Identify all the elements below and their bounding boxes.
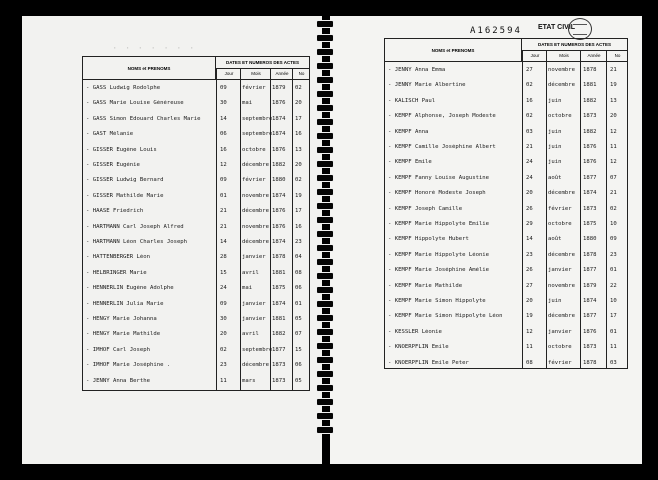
person-name: - KESSLER Léonie [388,329,520,335]
act-month: octobre [548,344,572,351]
day-header: Jour [216,68,241,79]
act-number: 09 [610,236,617,243]
act-year: 1881 [272,269,286,276]
act-year: 1882 [583,128,597,135]
names-header: NOMS et PRENOMS [385,39,522,61]
binding-ring [316,412,334,420]
person-name: - IMHOF Carl Joseph [86,347,214,353]
act-year: 1876 [272,223,286,230]
record-reference: A162594 [470,26,522,36]
act-year: 1882 [272,162,286,168]
act-month: décembre [548,190,575,197]
act-month: décembre [548,251,575,258]
act-month: août [548,174,562,181]
act-number: 21 [610,190,617,197]
act-month: janvier [242,300,266,307]
act-number: 20 [610,113,617,120]
person-name: - KEMPF Honoré Modeste Joseph [388,190,520,196]
act-day: 21 [220,208,227,215]
act-month: juin [548,298,562,304]
act-year: 1873 [272,362,286,369]
table-row [385,218,627,231]
act-number: 02 [295,85,302,91]
person-name: - KEMPF Hippolyte Hubert [388,236,520,242]
etat-civil-title: ETAT CIVIL [538,24,576,31]
act-day: 23 [526,251,533,258]
act-number: 01 [295,300,302,307]
act-year: 1876 [583,328,597,335]
act-number: 23 [295,239,302,245]
act-year: 1876 [272,208,286,215]
table-row [83,313,309,326]
table-row [83,144,309,157]
person-name: - KEMPF Anna [388,129,520,135]
act-year: 1882 [272,331,286,338]
binding-ring [316,160,334,168]
binding-ring [316,230,334,238]
act-month: octobre [548,221,572,227]
act-month: mai [242,100,253,107]
act-number: 02 [610,205,617,212]
table-row [83,221,309,234]
table-row [385,280,627,293]
act-year: 1874 [272,239,286,245]
table-row [385,156,627,169]
binding-ring [316,90,334,98]
person-name: - HELBRINGER Marie [86,270,214,276]
table-row [83,344,309,357]
table-row [83,82,309,95]
act-day: 09 [220,85,227,91]
act-month: septembre [242,131,273,138]
binding-ring [316,426,334,434]
person-name: - JENNY Anna Berthe [86,378,214,384]
act-number: 06 [295,285,302,292]
act-number: 01 [610,267,617,274]
act-number: 04 [295,254,302,261]
act-year: 1873 [272,377,286,384]
act-year: 1873 [583,113,597,120]
person-name: - HARTMANN Léon Charles Joseph [86,239,214,245]
act-day: 23 [220,362,227,369]
person-name: - HENNERLIN Julia Marie [86,301,214,307]
act-month: janvier [242,254,266,261]
table-row [83,97,309,110]
binding-ring [316,202,334,210]
act-number: 05 [295,316,302,322]
right-ledger [384,38,628,369]
act-year: 1880 [583,236,597,243]
binding-ring [316,48,334,56]
act-year: 1878 [272,254,286,261]
person-name: - KEMPF Marie Hippolyte Léonie [388,252,520,258]
act-number: 03 [610,359,617,366]
act-year: 1881 [272,316,286,322]
act-number: 08 [295,269,302,276]
act-year: 1874 [272,131,286,138]
act-day: 24 [526,159,533,166]
dates-header: DATES ET NUMEROS DES ACTES [522,39,627,51]
table-row [83,282,309,295]
act-day: 21 [220,223,227,230]
person-name: - HAASE Friedrich [86,208,214,214]
table-row [385,295,627,308]
binding-ring [316,328,334,336]
act-month: décembre [242,239,269,245]
table-row [83,159,309,172]
act-year: 1874 [272,192,286,199]
act-number: 13 [610,97,617,104]
binding-ring [316,398,334,406]
act-month: août [548,236,562,243]
act-year: 1879 [272,85,286,91]
act-year: 1874 [272,115,286,122]
right-page [330,16,642,464]
person-name: - IMHOF Marie Joséphine . [86,362,214,368]
act-year: 1880 [272,177,286,184]
no-header: No [606,50,628,61]
act-year: 1875 [583,221,597,227]
person-name: - KALISCH Paul [388,98,520,104]
person-name: - KEMPF Emile [388,159,520,165]
person-name: - KEMPF Joseph Camille [388,206,520,212]
binding-ring [316,118,334,126]
act-year: 1877 [583,313,597,320]
binding-ring [316,384,334,392]
act-year: 1882 [583,97,597,104]
person-name: - GISSER Eugène Louis [86,147,214,153]
act-day: 20 [526,190,533,197]
act-day: 12 [526,328,533,335]
table-row [83,298,309,311]
left-page [22,16,322,464]
table-row [83,359,309,372]
table-row [83,205,309,218]
person-name: - HARTMANN Carl Joseph Alfred [86,224,214,230]
table-row [385,233,627,246]
table-row [385,110,627,123]
act-day: 28 [220,254,227,261]
act-year: 1873 [583,344,597,351]
dates-header: DATES ET NUMEROS DES ACTES [216,57,309,69]
act-number: 16 [295,223,302,230]
year-header: Année [270,68,293,79]
act-year: 1874 [583,298,597,304]
act-number: 07 [295,331,302,338]
binding-ring [316,20,334,28]
person-name: - GASS Marie Louise Généreuse [86,100,214,106]
person-name: - JENNY Anna Emma [388,67,520,73]
act-month: juin [548,97,562,104]
table-row [385,172,627,185]
act-number: 06 [295,362,302,369]
act-number: 11 [610,344,617,351]
act-number: 15 [295,346,302,353]
act-month: avril [242,269,259,276]
table-row [83,174,309,187]
act-month: février [548,205,572,212]
act-day: 30 [220,100,227,107]
act-day: 27 [526,282,533,289]
table-row [83,190,309,203]
act-year: 1875 [272,285,286,292]
act-day: 06 [220,131,227,138]
act-number: 19 [610,82,617,89]
act-number: 13 [295,146,302,153]
act-number: 22 [610,282,617,289]
table-row [385,95,627,108]
act-day: 24 [526,174,533,181]
person-name: - KNOERPFLIN Emile Peter [388,360,520,366]
act-day: 16 [526,97,533,104]
person-name: - GISSER Ludwig Bernard [86,177,214,183]
binding-ring [316,188,334,196]
act-year: 1874 [583,190,597,197]
table-row [83,267,309,280]
person-name: - JENNY Marie Albertine [388,82,520,88]
act-number: 07 [610,174,617,181]
act-year: 1877 [583,267,597,274]
act-number: 16 [295,131,302,138]
act-number: 12 [610,159,617,166]
table-row [385,357,627,370]
act-day: 14 [220,239,227,245]
binding-ring [316,62,334,70]
act-month: février [242,85,266,91]
table-row [385,187,627,200]
act-day: 20 [220,331,227,338]
table-row [385,341,627,354]
act-day: 01 [220,192,227,199]
person-name: - KNOERPFLIN Emile [388,344,520,350]
act-day: 27 [526,67,533,73]
binding-ring [316,76,334,84]
act-day: 21 [526,144,533,150]
table-row [83,128,309,141]
act-month: avril [242,331,259,338]
act-month: mai [242,285,253,292]
act-year: 1877 [583,174,597,181]
act-day: 20 [526,298,533,304]
act-month: décembre [242,208,269,215]
person-name: - HENGY Marie Mathilde [86,331,214,337]
act-number: 10 [610,298,617,304]
left-ledger [82,56,310,391]
names-header: NOMS et PRENOMS [83,57,216,79]
act-month: juin [548,128,562,135]
binding-ring [316,286,334,294]
act-year: 1876 [272,100,286,107]
act-month: janvier [242,316,266,322]
table-row [83,113,309,126]
act-month: décembre [242,362,269,369]
act-year: 1876 [583,159,597,166]
act-month: décembre [548,82,575,89]
act-month: septembre [242,346,273,353]
act-day: 26 [526,205,533,212]
act-number: 01 [610,328,617,335]
act-number: 17 [610,313,617,320]
person-name: - KEMPF Marie Simon Hippolyte Léon [388,313,520,319]
table-row [385,64,627,77]
act-year: 1876 [272,146,286,153]
act-number: 11 [610,144,617,150]
binding-ring [316,244,334,252]
binding-ring [316,104,334,112]
person-name: - HENNERLIN Eugène Adolphe [86,285,214,291]
act-month: mars [242,377,256,384]
person-name: - HATTENBERGER Léon [86,254,214,260]
act-year: 1873 [583,205,597,212]
act-number: 05 [295,377,302,384]
act-number: 12 [610,128,617,135]
act-year: 1878 [583,251,597,258]
binding-ring [316,34,334,42]
act-month: décembre [548,313,575,320]
person-name: - KEMPF Marie Hippolyte Emilie [388,221,520,227]
act-year: 1881 [583,82,597,89]
act-year: 1878 [583,67,597,73]
left-table-header [83,56,309,80]
act-month: octobre [242,146,266,153]
act-day: 02 [526,113,533,120]
table-row [385,203,627,216]
person-name: - HENGY Marie Johanna [86,316,214,322]
act-number: 17 [295,115,302,122]
table-row [385,264,627,277]
binding-ring [316,272,334,280]
act-day: 03 [526,128,533,135]
act-month: décembre [242,162,269,168]
binding-ring [316,356,334,364]
act-month: novembre [242,192,269,199]
table-row [385,79,627,92]
no-header: No [292,68,310,79]
table-row [385,310,627,323]
act-day: 15 [220,269,227,276]
table-row [385,126,627,139]
act-day: 29 [526,221,533,227]
act-month: octobre [548,113,572,120]
act-day: 19 [526,313,533,320]
act-day: 12 [220,162,227,168]
year-header: Année [580,50,607,61]
act-year: 1878 [583,359,597,366]
table-row [83,375,309,388]
day-header: Jour [522,50,547,61]
act-number: 20 [295,162,302,168]
act-number: 17 [295,208,302,215]
act-day: 11 [220,377,227,384]
act-number: 02 [295,177,302,184]
act-month: novembre [548,282,575,289]
act-year: 1877 [272,346,286,353]
act-month: novembre [242,223,269,230]
binding-ring [316,314,334,322]
act-month: juin [548,144,562,150]
act-month: septembre [242,115,273,122]
act-number: 20 [295,100,302,107]
binding-ring [316,300,334,308]
act-number: 10 [610,221,617,227]
binding-ring [316,342,334,350]
act-month: janvier [548,267,572,274]
binding-ring [316,258,334,266]
act-day: 08 [526,359,533,366]
person-name: - KEMPF Camille Joséphine Albert [388,144,520,150]
act-day: 09 [220,300,227,307]
binding-ring [316,216,334,224]
person-name: - GASS Ludwig Rodolphe [86,85,214,91]
table-row [83,236,309,249]
bleed-through-text: · · · · · · · [112,44,196,54]
act-month: novembre [548,67,575,73]
act-day: 09 [220,177,227,184]
act-year: 1876 [583,144,597,150]
act-day: 11 [526,344,533,351]
act-number: 23 [610,251,617,258]
table-row [83,328,309,341]
table-row [385,326,627,339]
act-year: 1879 [583,282,597,289]
binding-ring [316,146,334,154]
act-number: 21 [610,67,617,73]
person-name: - KEMPF Fanny Louise Augustine [388,175,520,181]
binding-ring [316,174,334,182]
act-month: juin [548,159,562,166]
person-name: - KEMPF Marie Simon Hippolyte [388,298,520,304]
act-day: 14 [526,236,533,243]
act-day: 02 [526,82,533,89]
act-month: février [242,177,266,184]
person-name: - GAST Mélanie [86,131,214,137]
person-name: - KEMPF Marie Mathilde [388,283,520,289]
act-day: 02 [220,346,227,353]
month-header: Mois [240,68,271,79]
act-day: 16 [220,146,227,153]
act-day: 30 [220,316,227,322]
table-row [385,249,627,262]
table-row [385,141,627,154]
act-day: 26 [526,267,533,274]
person-name: - GASS Simon Edouard Charles Marie [86,116,214,122]
act-number: 19 [295,192,302,199]
binding-ring [316,132,334,140]
act-day: 24 [220,285,227,292]
person-name: - GISSER Mathilde Marie [86,193,214,199]
right-table-header [385,38,627,62]
act-month: janvier [548,328,572,335]
act-month: février [548,359,572,366]
table-row [83,251,309,264]
person-name: - KEMPF Alphonse, Joseph Modeste [388,113,520,119]
person-name: - GISSER Eugénie [86,162,214,168]
act-year: 1874 [272,300,286,307]
binding-ring [316,370,334,378]
person-name: - KEMPF Marie Joséphine Amélie [388,267,520,273]
month-header: Mois [546,50,581,61]
act-day: 14 [220,115,227,122]
archive-stamp [568,18,592,40]
spiral-binding [314,20,336,440]
